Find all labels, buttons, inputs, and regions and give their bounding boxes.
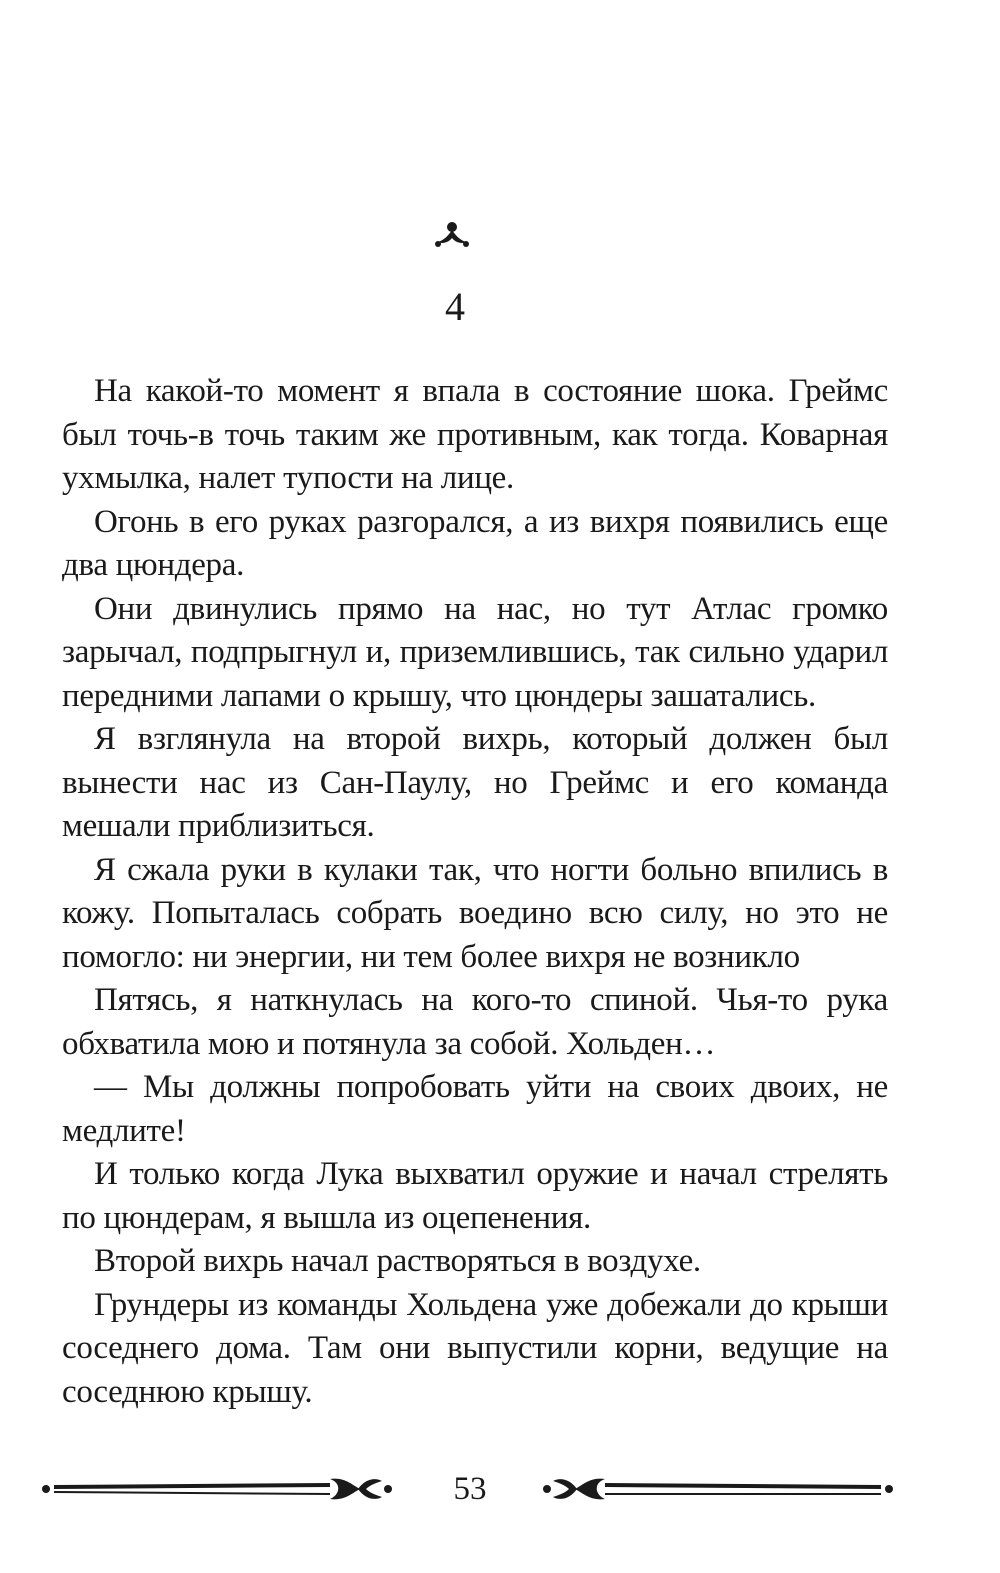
paragraph: Грундеры из команды Хольдена уже добежали до крыши соседнего дома. Там они выпустили корни, ведущие на соседнюю крышу. (62, 1286, 888, 1410)
paragraph: На какой-то момент я впала в состояние шока. Греймс был точь-в точь таким же противным, как тогда. Коварная ухмылка, налет тупости на лице. (62, 373, 888, 496)
paragraph: Я сжала руки в кулаки так, что ногти больно впились в кожу. Попыталась собрать воедино всю силу, но это не помогло: ни энергии, ни тем более вихря не возникло (62, 851, 888, 975)
paragraph: Они двинулись прямо на нас, но тут Атлас громко зарычал, подпрыгнул и, приземлившись, так сильно ударил передними лапами о крышу, что цюндеры зашатались. (62, 590, 888, 714)
fleuron-icon (430, 218, 474, 254)
paragraph: И только когда Лука выхватил оружие и начал стрелять по цюндерам, я вышла из оцепенения. (62, 1156, 888, 1236)
chapter-number: 4 (445, 284, 465, 329)
paragraph: Второй вихрь начал растворяться в воздухе. (94, 1243, 701, 1279)
paragraph: Я взглянула на второй вихрь, который должен был вынести нас из Сан-Паулу, но Греймс и его команда мешали приблизиться. (62, 721, 888, 844)
scroll-flourish-right-icon (535, 1471, 895, 1507)
page-footer (40, 1465, 900, 1515)
paragraph: Огонь в его руках разгорался, а из вихря появились еще два цюндера. (62, 503, 888, 583)
paragraph: — Мы должны попробовать уйти на своих двоих, не медлите! (62, 1069, 888, 1149)
paragraph: Пятясь, я наткнулась на кого-то спиной. Чья-то рука обхватила мою и потянула за собой. Хольден… (62, 982, 888, 1062)
body-text (62, 370, 888, 1414)
page-number: 53 (453, 1471, 487, 1507)
scroll-flourish-left-icon (40, 1471, 400, 1507)
